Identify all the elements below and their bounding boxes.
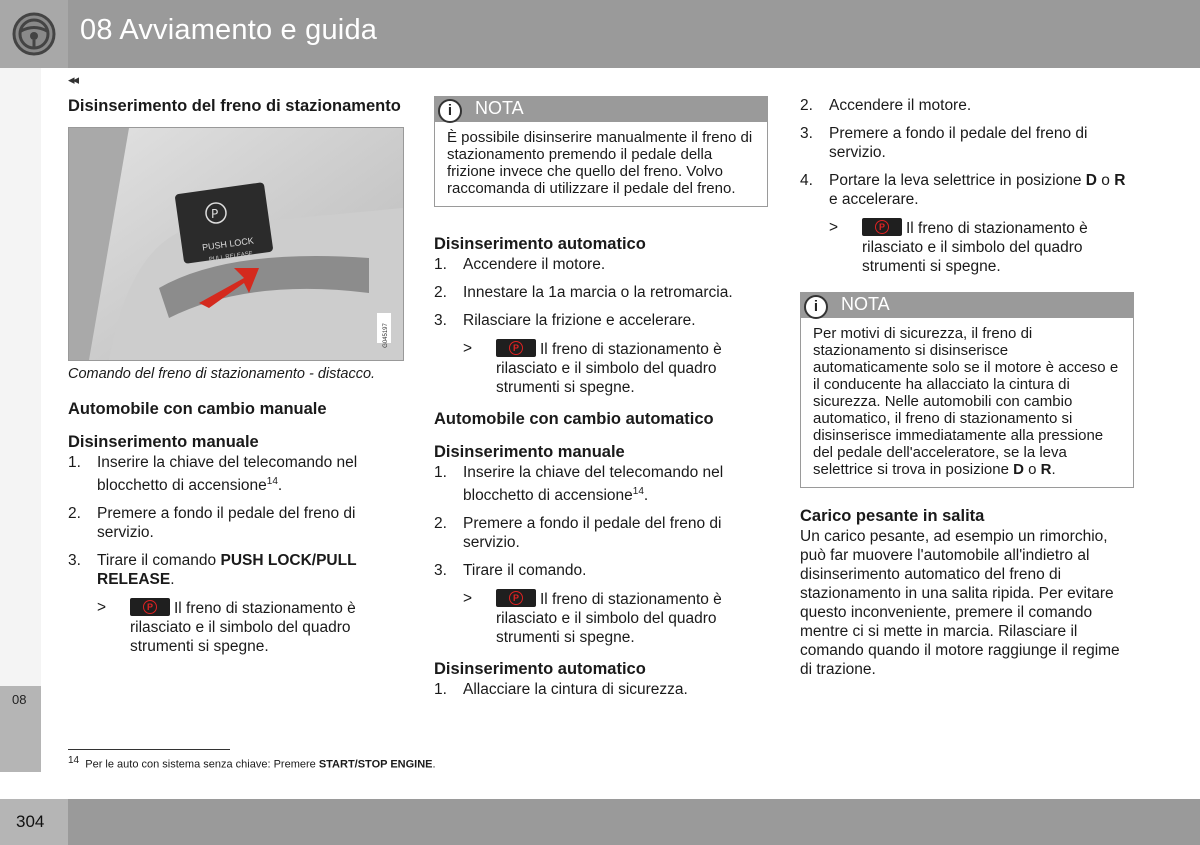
list-item: 2. Premere a fondo il pedale del freno di servizio. xyxy=(68,505,356,542)
note-text: Per motivi di sicurezza, il freno di stazionamento si disinserisce automaticamente solo se il motore è acceso e il conducente ha allacciato la cintura di sicurezza. Nelle automobili con cambio automatico, il freno di stazionamento si disinserisce immediatamente alla pressione del pedale dell'acceleratore, se la leva selettrice si trova in posizione D o R. xyxy=(813,325,1119,478)
sub-heading: Disinserimento manuale xyxy=(68,433,259,451)
note-header xyxy=(435,97,767,122)
list-item: 1. Allacciare la cintura di sicurezza. xyxy=(434,681,688,699)
list-item: 3. Premere a fondo il pedale del freno di servizio. xyxy=(800,125,1088,161)
sub-heading: Carico pesante in salita xyxy=(800,507,985,525)
step-result: > P Il freno di stazionamento è rilasciato e il simbolo del quadro strumenti si spegne. xyxy=(829,219,1088,275)
column-1 xyxy=(68,96,404,665)
sub-heading: Disinserimento manuale xyxy=(434,443,625,461)
note-box xyxy=(434,96,768,207)
paragraph: Un carico pesante, ad esempio un rimorchio, può far muovere l'automobile all'indietro al disinserimento automatico del freno di stazionamento in una salita ripida. Per evitare questo inconveniente, premere il comando mentre ci si mette in marcia. Rilasciare il comando quando il motore raggiunge il regime di trazione. xyxy=(800,528,1120,678)
step-result: > P Il freno di stazionamento è rilasciato e il simbolo del quadro strumenti si spegne. xyxy=(463,340,722,396)
column-2 xyxy=(434,96,768,708)
step-list xyxy=(68,453,404,589)
footnote: $^{14}$ Per le auto con sistema senza chiave: Premere START/STOP ENGINE. xyxy=(68,755,436,771)
parking-brake-warning-icon: P xyxy=(496,339,536,357)
step-list xyxy=(434,255,768,330)
note-text: È possibile disinserire manualmente il freno di stazionamento premendo il pedale della frizione invece che quello del freno. Volvo raccomanda di utilizzare il pedale del freno. xyxy=(447,129,753,197)
note-header xyxy=(801,293,1133,318)
info-icon: i xyxy=(438,99,462,123)
chapter-title: 08 Avviamento e guida xyxy=(80,14,378,46)
pull-release-label: PULL RELEASE xyxy=(208,250,254,264)
header-icon-area xyxy=(0,0,68,68)
back-nav-icon[interactable]: ◂◂ xyxy=(68,72,78,87)
step-list xyxy=(800,96,1134,209)
sub-heading: Disinserimento automatico xyxy=(434,660,646,679)
list-item: 1. Inserire la chiave del telecomando nel blocchetto di accensione$^{14}$. xyxy=(68,454,358,495)
svg-text:P: P xyxy=(211,207,219,221)
sub-heading: Disinserimento automatico xyxy=(434,235,646,253)
list-item: 3. Rilasciare la frizione e accelerare. xyxy=(434,312,696,329)
section-heading: Disinserimento del freno di stazionamento xyxy=(68,97,401,115)
step-result: > P Il freno di stazionamento è rilasciato e il simbolo del quadro strumenti si spegne. xyxy=(463,590,722,647)
note-label: NOTA xyxy=(841,294,890,314)
push-lock-label: PUSH LOCK xyxy=(201,235,255,253)
page-number: 304 xyxy=(16,812,45,831)
note-box xyxy=(800,292,1134,488)
step-result: > P Il freno di stazionamento è rilasciato e il simbolo del quadro strumenti si spegne. xyxy=(97,599,356,656)
parking-brake-photo xyxy=(68,127,404,361)
chapter-tab-label: 08 xyxy=(12,692,27,707)
step-list xyxy=(434,680,768,699)
step-list xyxy=(434,463,768,580)
steering-wheel-icon xyxy=(0,0,68,68)
parking-brake-warning-icon: P xyxy=(496,589,536,607)
list-item: 3. Tirare il comando. xyxy=(434,562,587,580)
list-item: 1. Inserire la chiave del telecomando nel blocchetto di accensione$^{14}$. xyxy=(434,464,724,505)
photo-code: G045197 xyxy=(382,323,389,348)
photo-caption: Comando del freno di stazionamento - distacco. xyxy=(68,366,376,382)
footer-bar xyxy=(0,799,1200,845)
list-item: 3. Tirare il comando PUSH LOCK/PULL RELEASE. xyxy=(68,552,357,589)
section-title: Automobile con cambio manuale xyxy=(68,400,327,418)
footnote-divider xyxy=(68,749,230,750)
list-item: 2. Premere a fondo il pedale del freno di servizio. xyxy=(434,515,722,552)
note-label: NOTA xyxy=(475,98,524,118)
parking-brake-warning-icon: P xyxy=(130,598,170,616)
list-item: 1. Accendere il motore. xyxy=(434,256,606,273)
list-item: 2. Innestare la 1a marcia o la retromarcia. xyxy=(434,284,733,301)
info-icon: i xyxy=(804,295,828,319)
section-title: Automobile con cambio automatico xyxy=(434,410,714,428)
list-item: 4. Portare la leva selettrice in posizione D o R e accelerare. xyxy=(800,172,1126,208)
parking-brake-warning-icon: P xyxy=(862,218,902,236)
list-item: 2. Accendere il motore. xyxy=(800,97,972,114)
side-tab-strip xyxy=(0,68,41,768)
column-3 xyxy=(800,96,1134,679)
